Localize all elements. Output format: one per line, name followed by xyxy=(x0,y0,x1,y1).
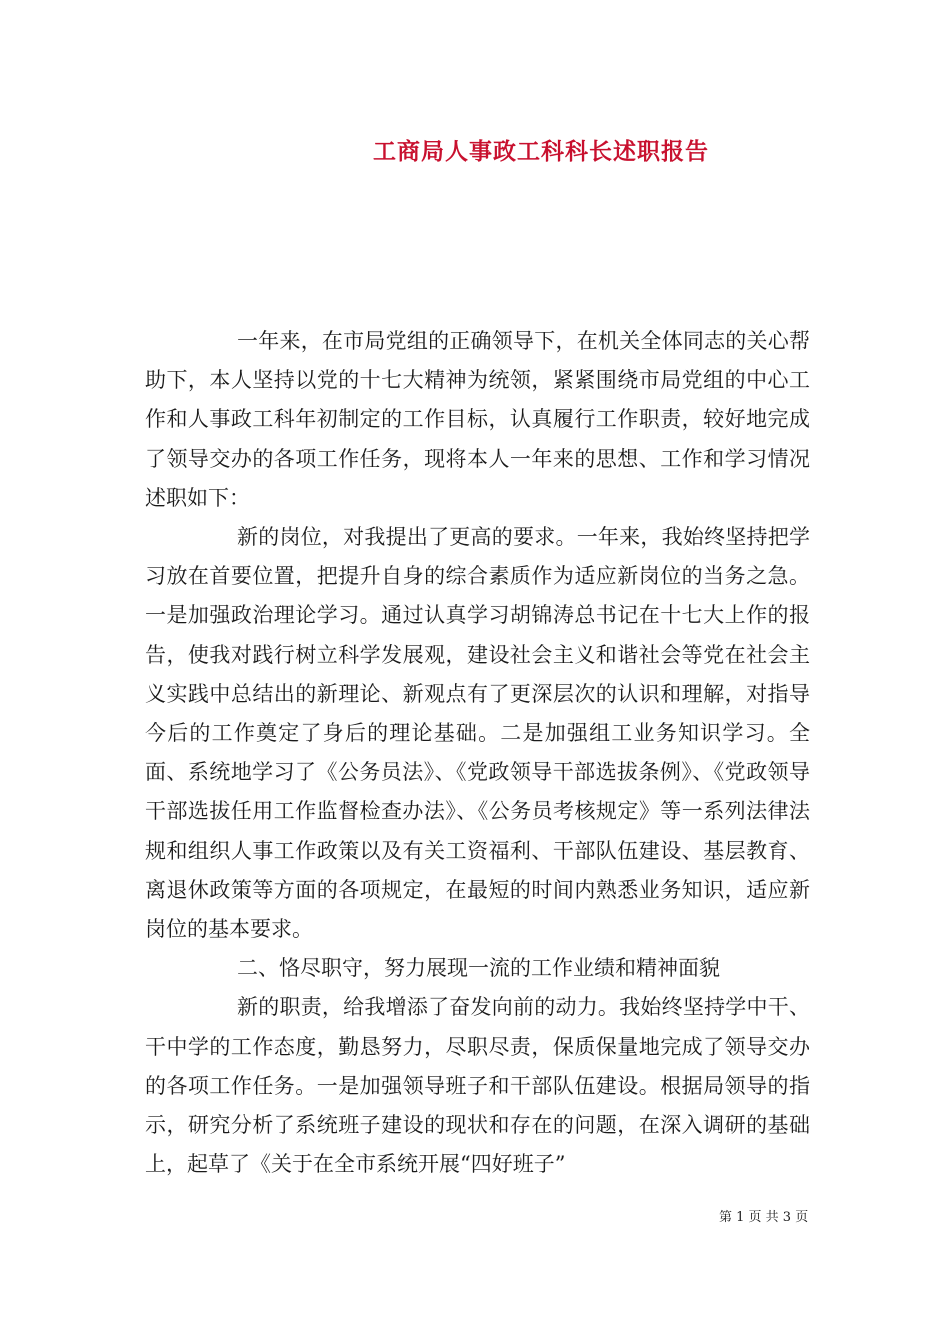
page-number: 第 1 页 共 3 页 xyxy=(719,1210,809,1225)
document-body xyxy=(145,322,810,1184)
section-heading: 二、恪尽职守，努力展现一流的工作业绩和精神面貌 xyxy=(237,956,720,981)
paragraph-duties: 新的职责，给我增添了奋发向前的动力。我始终坚持学中干、干中学的工作态度，勤恳努力，尽职尽责，保质保量地完成了领导交办的各项工作任务。一是加强领导班子和干部队伍建设。根据局领导的指示，研究分析了系统班子建设的现状和存在的问题，在深入调研的基础上，起草了《关于在全市系统开展“四好班子” xyxy=(145,995,810,1177)
document-title: 工商局人事政工科科长述职报告 xyxy=(373,138,709,165)
paragraph-study: 新的岗位，对我提出了更高的要求。一年来，我始终坚持把学习放在首要位置，把提升自身的综合素质作为适应新岗位的当务之急。一是加强政治理论学习。通过认真学习胡锦涛总书记在十七大上作的报告，使我对践行树立科学发展观，建设社会主义和谐社会等党在社会主义实践中总结出的新理论、新观点有了更深层次的认识和理解，对指导今后的工作奠定了身后的理论基础。二是加强组工业务知识学习。全面、系统地学习了《公务员法》、《党政领导干部选拔条例》、《党政领导干部选拔任用工作监督检查办法》、《公务员考核规定》等一系列法律法规和组织人事工作政策以及有关工资福利、干部队伍建设、基层教育、离退休政策等方面的各项规定，在最短的时间内熟悉业务知识，适应新岗位的基本要求。 xyxy=(145,525,810,942)
paragraph-intro: 一年来，在市局党组的正确领导下，在机关全体同志的关心帮助下，本人坚持以党的十七大精神为统领，紧紧围绕市局党组的中心工作和人事政工科年初制定的工作目标，认真履行工作职责，较好地完成了领导交办的各项工作任务，现将本人一年来的思想、工作和学习情况述职如下： xyxy=(145,329,810,510)
